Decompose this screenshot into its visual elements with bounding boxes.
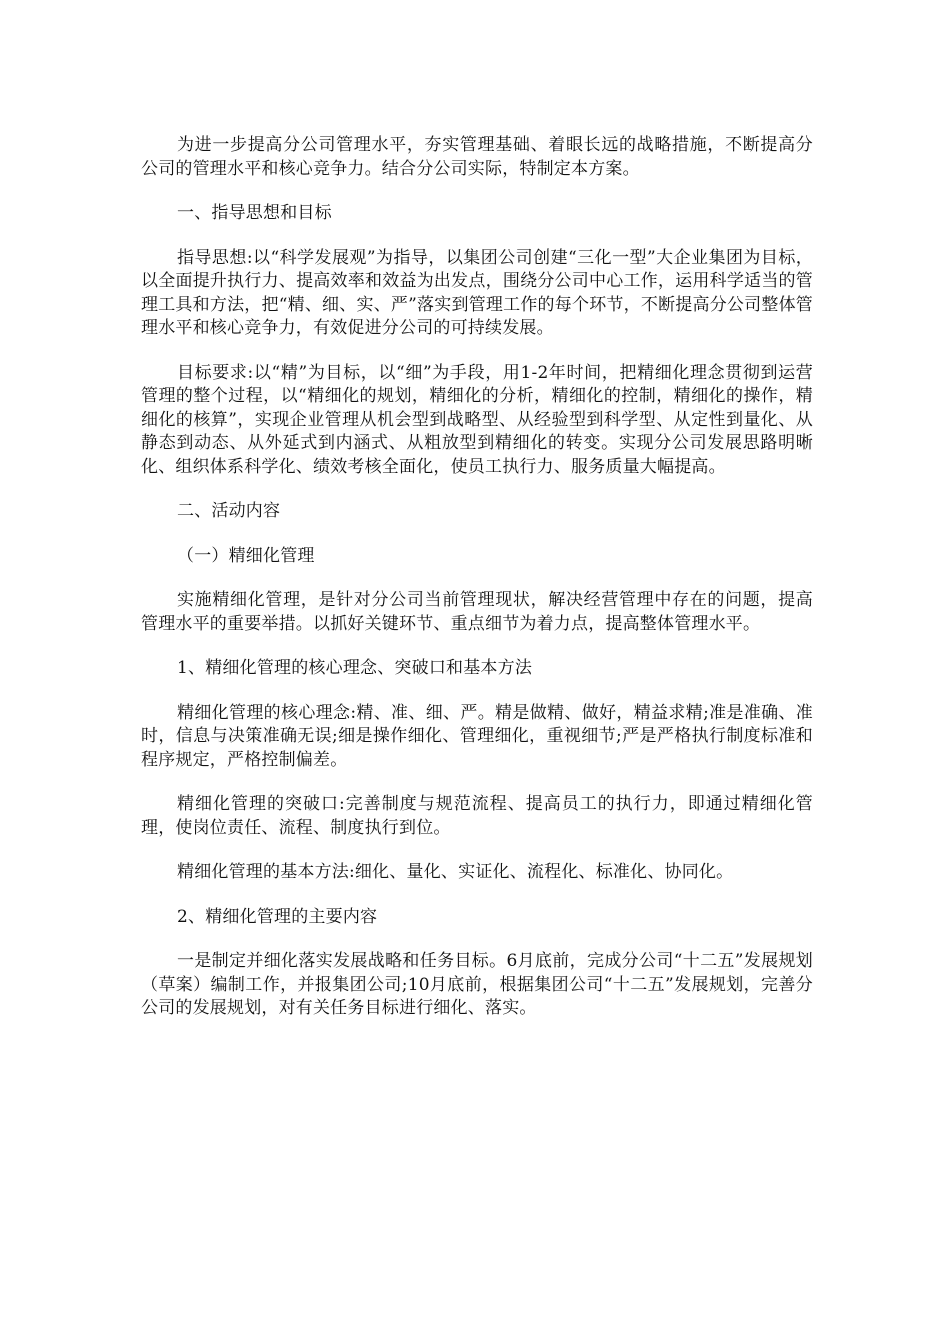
strategy-target-paragraph: 一是制定并细化落实发展战略和任务目标。6月底前，完成分公司“十二五”发展规划（草案）编制工作，并报集团公司;10月底前，根据集团公司“十二五”发展规划，完善分公司的发展规划，对有关任务目标进行细化、落实。 <box>141 951 813 1018</box>
section-heading-guiding-ideas: 一、指导思想和目标 <box>177 203 332 223</box>
document-body <box>141 134 813 1042</box>
basic-method-paragraph: 精细化管理的基本方法:细化、量化、实证化、流程化、标准化、协同化。 <box>177 862 734 882</box>
item-heading-core-concepts: 1、精细化管理的核心理念、突破口和基本方法 <box>177 658 533 678</box>
refined-management-intro-paragraph: 实施精细化管理，是针对分公司当前管理现状，解决经营管理中存在的问题，提高管理水平的重要举措。以抓好关键环节、重点细节为着力点，提高整体管理水平。 <box>141 590 813 634</box>
section-heading-activities: 二、活动内容 <box>177 501 281 521</box>
subsection-heading-refined-management: （一）精细化管理 <box>177 545 315 566</box>
item-heading-main-content: 2、精细化管理的主要内容 <box>177 906 378 927</box>
core-concept-paragraph: 精细化管理的核心理念:精、准、细、严。精是做精、做好，精益求精;准是准确、准时，信息与决策准确无误;细是操作细化、管理细化，重视细节;严是严格执行制度标准和程序规定，严格控制偏差。 <box>141 702 813 770</box>
guiding-idea-paragraph: 指导思想:以“科学发展观”为指导，以集团公司创建“三化一型”大企业集团为目标，以全面提升执行力、提高效率和效益为出发点，围绕分公司中心工作，运用科学适当的管理工具和方法，把“精、细、实、严”落实到管理工作的每个环节，不断提高分公司整体管理水平和核心竞争力，有效促进分公司的可持续发展。 <box>141 247 813 338</box>
intro-paragraph: 为进一步提高分公司管理水平，夯实管理基础、着眼长远的战略措施，不断提高分公司的管理水平和核心竞争力。结合分公司实际，特制定本方案。 <box>141 135 813 179</box>
goal-requirement-paragraph: 目标要求:以“精”为目标，以“细”为手段，用1-2年时间，把精细化理念贯彻到运营管理的整个过程，以“精细化的规划，精细化的分析，精细化的控制，精细化的操作，精细化的核算”，实现企业管理从机会型到战略型、从经验型到科学型、从定性到量化、从静态到动态、从外延式到内涵式、从粗放型到精细化的转变。实现分公司发展思路明晰化、组织体系科学化、绩效考核全面化，使员工执行力、服务质量大幅提高。 <box>141 362 813 477</box>
breakthrough-paragraph: 精细化管理的突破口:完善制度与规范流程、提高员工的执行力，即通过精细化管理，使岗位责任、流程、制度执行到位。 <box>141 794 813 838</box>
